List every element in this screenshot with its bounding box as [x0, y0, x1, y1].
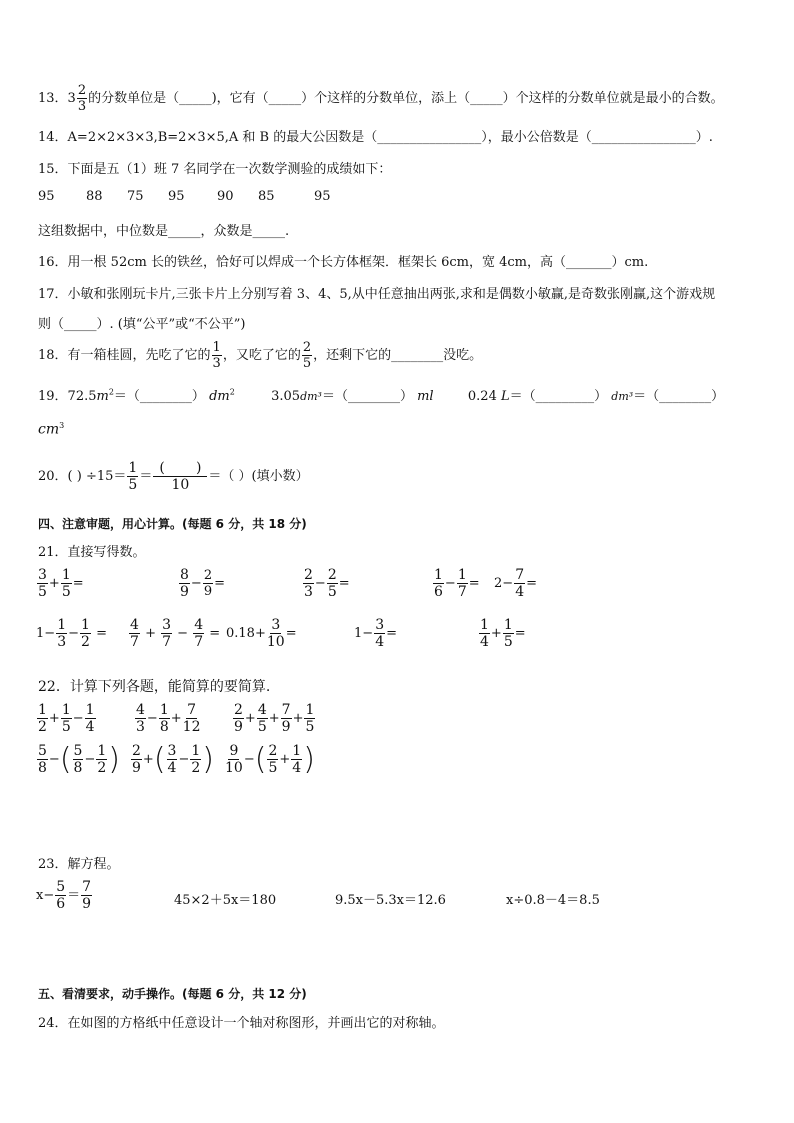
left-paren: (: [254, 742, 267, 777]
unit-dm3: dm³: [611, 390, 634, 403]
q21-title: 21．直接写得数。: [38, 545, 146, 560]
question-17-line2: 则（_____）. (填“公平”或“不公平”): [38, 317, 246, 332]
frac-den: 3: [136, 719, 145, 735]
frac-num: 2: [234, 702, 243, 718]
frac-num: 1: [480, 617, 489, 633]
frac-den: 7: [162, 634, 172, 650]
q21-row1-expr4: [432, 568, 480, 599]
sup: 3: [59, 421, 65, 430]
op: −: [502, 576, 514, 591]
q22-title: 22．计算下列各题，能简算的要简算.: [38, 679, 271, 695]
frac-den: 4: [167, 760, 177, 776]
frac-den: 4: [375, 634, 385, 650]
frac-den: 5: [305, 719, 315, 735]
score: 85: [258, 189, 275, 204]
equals: =: [209, 626, 221, 641]
sup: 2: [229, 387, 235, 397]
op: +: [268, 711, 280, 726]
frac-num: 3: [167, 743, 177, 759]
equals: =: [214, 576, 226, 591]
left-paren: (: [153, 742, 166, 777]
frac-den: 4: [480, 634, 489, 650]
op: +: [292, 711, 304, 726]
question-24: 24．在如图的方格纸中任意设计一个轴对称图形，并画出它的对称轴。: [38, 1016, 445, 1031]
op: −: [314, 576, 326, 591]
unit-L: L: [500, 389, 510, 404]
unit-cm: cm: [38, 421, 60, 438]
op: −: [44, 626, 56, 641]
score: 95: [168, 189, 185, 204]
op: +: [244, 711, 256, 726]
section-4-heading: 四、注意审题，用心计算。(每题 6 分，共 18 分): [38, 517, 307, 531]
frac-num: 3: [375, 617, 385, 633]
frac-num: 1: [38, 702, 47, 718]
question-14: 14．A=2×2×3×3,B=2×3×5,A 和 B 的最大公因数是（________________），最小公倍数是（________________）.: [38, 130, 713, 145]
frac-num: 1: [81, 617, 90, 633]
frac-den: 7: [130, 634, 139, 650]
equals: =: [285, 626, 297, 641]
frac-den: 5: [302, 356, 312, 371]
q18-fraction-2: [302, 341, 312, 370]
question-20: [38, 461, 309, 492]
frac-num: 1: [61, 702, 71, 718]
frac-den: 10: [171, 477, 190, 493]
frac-den: 8: [73, 760, 83, 776]
frac-den: 5: [61, 584, 71, 600]
frac-num: 7: [187, 702, 197, 718]
right-paren: ): [202, 742, 215, 777]
q22-row2-expr1: [36, 744, 120, 775]
equals: =: [514, 626, 526, 641]
q23-title: 23．解方程。: [38, 857, 120, 872]
frac-num: 1: [57, 617, 67, 633]
frac-den: 6: [434, 584, 443, 600]
q18-text-b: ，又吃了它的: [222, 348, 301, 363]
q23-equation-2: 45×2＋5x＝180: [174, 893, 277, 908]
whole: 1: [354, 626, 363, 641]
unit-dm3: dm³: [300, 390, 322, 403]
frac-num: 1: [97, 743, 107, 759]
frac-num: 1: [85, 702, 95, 718]
frac-den: 5: [268, 760, 278, 776]
q19-part: 3.05: [271, 389, 301, 404]
q15-scores: [38, 189, 331, 204]
score: 75: [127, 189, 144, 204]
op: −: [190, 576, 202, 591]
right-paren: ): [303, 742, 315, 777]
q21-row2-expr1: [36, 618, 107, 649]
frac-num: 3: [271, 617, 281, 633]
q13-text: 的分数单位是（_____)，它有（_____）个这样的分数单位，添上（_____）个这样的分数单位就是最小的合数。: [88, 91, 724, 106]
q21-row1-expr3: [302, 568, 350, 599]
q21-row2-expr4: [354, 618, 397, 649]
whole: 1: [36, 626, 45, 641]
op: +: [48, 576, 60, 591]
op: +: [142, 752, 154, 767]
q20-text-b: ＝（ ）(填小数）: [208, 469, 309, 484]
q20-fraction: [127, 461, 138, 492]
q18-text-a: 18．有一箱桂圆，先吃了它的: [38, 348, 211, 363]
frac-num: 4: [194, 617, 204, 633]
question-17-line1: 17．小敏和张刚玩卡片,三张卡片上分别写着 3、4、5,从中任意抽出两张,求和是偶数小敏赢,是奇数张刚赢,这个游戏规: [38, 287, 716, 302]
frac-num: 7: [281, 702, 291, 718]
question-16: 16．用一根 52cm 长的铁丝，恰好可以焊成一个长方体框架．框架长 6cm，宽 4cm，高（_______）cm.: [38, 255, 649, 270]
op: +: [279, 752, 291, 767]
q13-frac-num: 2: [77, 83, 87, 98]
frac-num: 1: [292, 743, 302, 759]
frac-num: 1: [434, 567, 443, 583]
equals: =: [72, 576, 84, 591]
q21-row1-expr2: [178, 568, 225, 599]
frac-den: 9: [281, 719, 291, 735]
frac-num: 2: [304, 567, 313, 583]
frac-num: 4: [130, 617, 139, 633]
frac-den: 3: [212, 356, 221, 371]
op: +: [145, 626, 156, 641]
frac-den: 10: [225, 760, 243, 776]
q22-row1-expr1: [36, 703, 97, 734]
equals: =: [96, 626, 107, 641]
op: −: [178, 752, 190, 767]
equals: ＝: [139, 469, 153, 484]
frac-num: 1: [503, 617, 513, 633]
op: −: [84, 752, 96, 767]
equals: =: [468, 576, 480, 591]
frac-den: 4: [85, 719, 95, 735]
unit-dm: dm: [209, 389, 230, 404]
equals: =: [526, 576, 538, 591]
op: +: [170, 711, 182, 726]
frac-num: 8: [180, 567, 189, 583]
q13-frac-den: 3: [77, 99, 87, 114]
frac-num: 2: [327, 567, 337, 583]
q19-part: 19．72.5: [38, 389, 97, 404]
q21-row2-expr3: [226, 618, 297, 649]
frac-den: 8: [38, 760, 47, 776]
frac-num: 2: [268, 743, 278, 759]
frac-den: 4: [515, 584, 525, 600]
q23-equation-1: [36, 880, 93, 911]
op: −: [72, 711, 84, 726]
frac-den: 12: [182, 719, 201, 735]
frac-num: 7: [515, 567, 525, 583]
q18-fraction-1: [212, 341, 222, 370]
equals: =: [338, 576, 350, 591]
equals: ＝: [67, 888, 81, 903]
frac-den: 5: [38, 584, 47, 600]
q19-part: 0.24: [467, 389, 497, 404]
frac-den: 10: [266, 634, 285, 650]
frac-den: 9: [180, 584, 189, 600]
unit-m: m: [96, 389, 109, 404]
frac-num: 9: [229, 743, 239, 759]
q15-tail: 这组数据中，中位数是_____，众数是_____.: [38, 224, 290, 239]
q21-row1-expr1: [36, 568, 84, 599]
q21-row2-expr2: [128, 618, 220, 649]
q23-equation-3: 9.5x－5.3x＝12.6: [335, 893, 446, 908]
frac-den: 5: [61, 719, 71, 735]
score: 95: [314, 189, 331, 204]
unit-ml: ml: [417, 389, 434, 404]
frac-num: 3: [162, 617, 172, 633]
frac-num: 7: [82, 879, 92, 895]
q19-part: ＝（________）: [321, 389, 413, 404]
frac-den: 3: [57, 634, 67, 650]
op: +: [254, 626, 266, 641]
q20-blank-fraction: [153, 461, 207, 492]
frac-num: 1: [305, 702, 315, 718]
op: +: [490, 626, 502, 641]
frac-num: 1: [457, 567, 467, 583]
eq-part: x−: [36, 888, 55, 903]
frac-num: 5: [73, 743, 83, 759]
equals: =: [386, 626, 398, 641]
frac-num: 4: [257, 702, 267, 718]
q22-row1-expr3: [232, 703, 316, 734]
q13-fraction: [77, 84, 87, 113]
frac-den: 7: [194, 634, 204, 650]
q13-whole: 3: [67, 91, 76, 106]
question-19: [38, 385, 724, 404]
question-18: [38, 341, 482, 370]
op: +: [48, 711, 60, 726]
frac-num: 5: [56, 879, 66, 895]
frac-den: 7: [457, 584, 467, 600]
op: −: [48, 752, 60, 767]
frac-num: 1: [61, 567, 71, 583]
frac-den: 5: [503, 634, 513, 650]
q21-row2-expr5: [478, 618, 526, 649]
q19-part: ＝（________）: [113, 389, 205, 404]
frac-den: 2: [97, 760, 107, 776]
question-13: [38, 84, 724, 113]
op: −: [362, 626, 374, 641]
frac-num: 4: [136, 702, 145, 718]
q23-equation-4: x÷0.8－4＝8.5: [506, 893, 600, 908]
q19-cm3: [38, 421, 64, 438]
frac-den: 6: [56, 896, 66, 912]
score: 95: [38, 189, 55, 204]
frac-num: 5: [38, 743, 47, 759]
sup: 2: [108, 387, 114, 397]
frac-num: 3: [38, 567, 47, 583]
frac-num: 2: [203, 568, 213, 583]
frac-num: 1: [212, 340, 221, 355]
q19-part: ＝（_________）: [509, 389, 608, 404]
q21-row1-expr5: [494, 568, 537, 599]
frac-den: 2: [81, 634, 90, 650]
frac-den: 9: [132, 760, 141, 776]
q18-text-c: ，还剩下它的________没吃。: [313, 348, 483, 363]
op: −: [177, 626, 189, 641]
whole: 0.18: [226, 626, 255, 641]
frac-den: 8: [159, 719, 169, 735]
q22-row1-expr2: [134, 703, 201, 734]
frac-num: 1: [128, 460, 138, 476]
frac-den: 5: [327, 584, 337, 600]
frac-den: 2: [38, 719, 47, 735]
frac-den: 5: [128, 477, 138, 493]
q22-row2-expr3: [224, 744, 315, 775]
right-paren: ): [108, 742, 121, 777]
frac-den: 9: [82, 896, 92, 912]
frac-num: 2: [132, 743, 141, 759]
op: −: [146, 711, 158, 726]
question-15: 15．下面是五（1）班 7 名同学在一次数学测验的成绩如下：: [38, 162, 392, 177]
frac-den: 4: [292, 760, 302, 776]
frac-den: 9: [203, 584, 213, 599]
q13-number: 13．: [38, 91, 68, 106]
frac-num: 1: [191, 743, 201, 759]
blank-num: ( ): [153, 461, 207, 477]
left-paren: (: [59, 742, 72, 777]
frac-num: 2: [302, 340, 312, 355]
frac-num: 1: [159, 702, 169, 718]
q22-row2-expr2: [130, 744, 214, 775]
frac-den: 5: [257, 719, 267, 735]
whole: 2: [494, 576, 503, 591]
frac-den: 3: [304, 584, 313, 600]
section-5-heading: 五、看清要求，动手操作。(每题 6 分，共 12 分): [38, 987, 307, 1001]
frac-den: 2: [191, 760, 201, 776]
op: −: [243, 752, 255, 767]
q20-text-a: 20．( ) ÷15＝: [38, 469, 127, 484]
score: 90: [217, 189, 234, 204]
op: −: [68, 626, 80, 641]
q19-part: ＝（________）: [633, 389, 725, 404]
op: −: [444, 576, 456, 591]
score: 88: [86, 189, 103, 204]
frac-den: 9: [234, 719, 243, 735]
